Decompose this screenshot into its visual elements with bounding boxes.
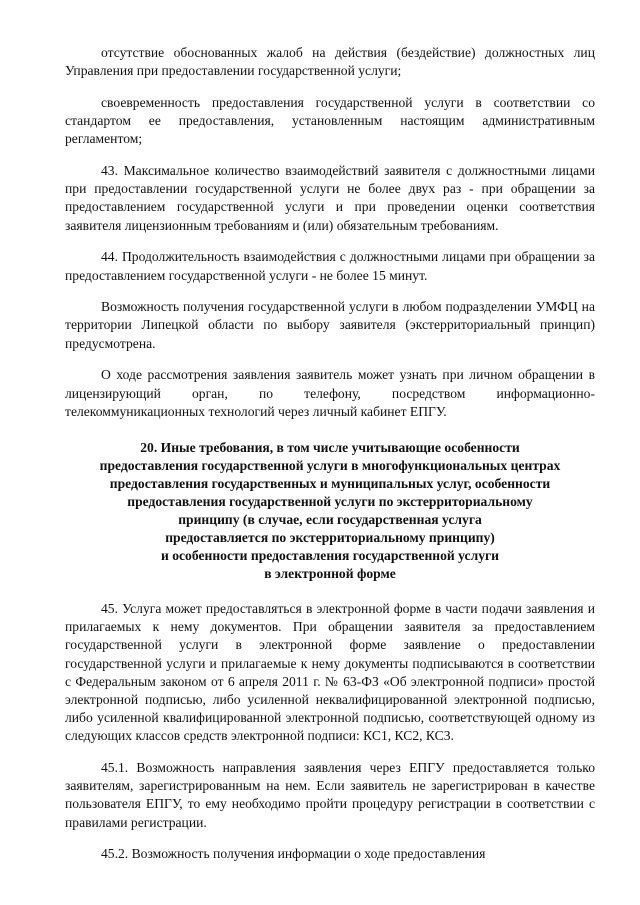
heading-line: предоставления государственных и муниципальных услуг, особенности [109,475,551,491]
heading-line: предоставляется по экстерриториальному принципу) [165,529,495,545]
paragraph-extraterritorial: Возможность получения государственной услуги в любом подразделении УМФЦ на территории Липецкой области по выбору заявителя (экстерриториальный принцип) предусмотрена. [65,299,595,351]
paragraph-45-2: 45.2. Возможность получения информации о ходе предоставления [101,846,486,862]
heading-line: принципу (в случае, если государственная услуга [178,511,482,527]
paragraph-timeliness: своевременность предоставления государственной услуги в соответствии со стандартом ее предоставления, установленным настоящим административным регламентом; [65,94,595,147]
heading-line: в электронной форме [264,565,396,581]
heading-line: 20. Иные требования, в том числе учитывающие особенности [140,439,520,455]
section-heading-20 [65,439,595,583]
paragraph-43: 43. Максимальное количество взаимодействий заявителя с должностными лицами при предоставлении государственной услуги не более двух раз - при обращении за предоставлением государственной услуги и при проведении оценки соответствия заявителя лицензионным требованиям и (или) обязательным требованиям. [65,163,595,233]
heading-line: предоставления государственной услуги по экстерриториальному [127,493,533,509]
paragraph-45-1: 45.1. Возможность направления заявления через ЕПГУ предоставляется только заявителям, зарегистрированным на нем. Если заявитель не зарегистрирован в качестве пользователя ЕПГУ, то ему необходимо пройти процедуру регистрации в соответствии с правилами регистрации. [65,760,595,830]
paragraph-45: 45. Услуга может предоставляться в электронной форме в части подачи заявления и прилагаемых к нему документов. При обращении заявителя за предоставлением государственной услуги в электронной форме заявление о предоставлении государственной услуги и прилагаемые к нему документы подписываются в соответствии с Федеральным законом от 6 апреля 2011 г. № 63-ФЗ «Об электронной подписи» простой электронной подписью, либо усиленной неквалифицированной электронной подписью, либо усиленной квалифицированной электронной подписью, соответствующей одному из следующих классов средств электронной подписи: КС1, КС2, КС3. [65,600,595,744]
heading-line: и особенности предоставления государственной услуги [160,547,500,563]
paragraph-progress-info: О ходе рассмотрения заявления заявитель может узнать при личном обращении в лицензирующий орган, по телефону, посредством информационно-телекоммуникационных технологий через личный кабинет ЕПГУ. [65,367,595,419]
paragraph-44: 44. Продолжительность взаимодействия с должностными лицами при обращении за предоставлением государственной услуги - не более 15 минут. [65,249,595,283]
heading-line: предоставления государственной услуги в многофункциональных центрах [99,457,561,473]
paragraph-no-complaints: отсутствие обоснованных жалоб на действия (бездействие) должностных лиц Управления при предоставлении государственной услуги; [65,45,595,79]
document-body [65,44,595,877]
